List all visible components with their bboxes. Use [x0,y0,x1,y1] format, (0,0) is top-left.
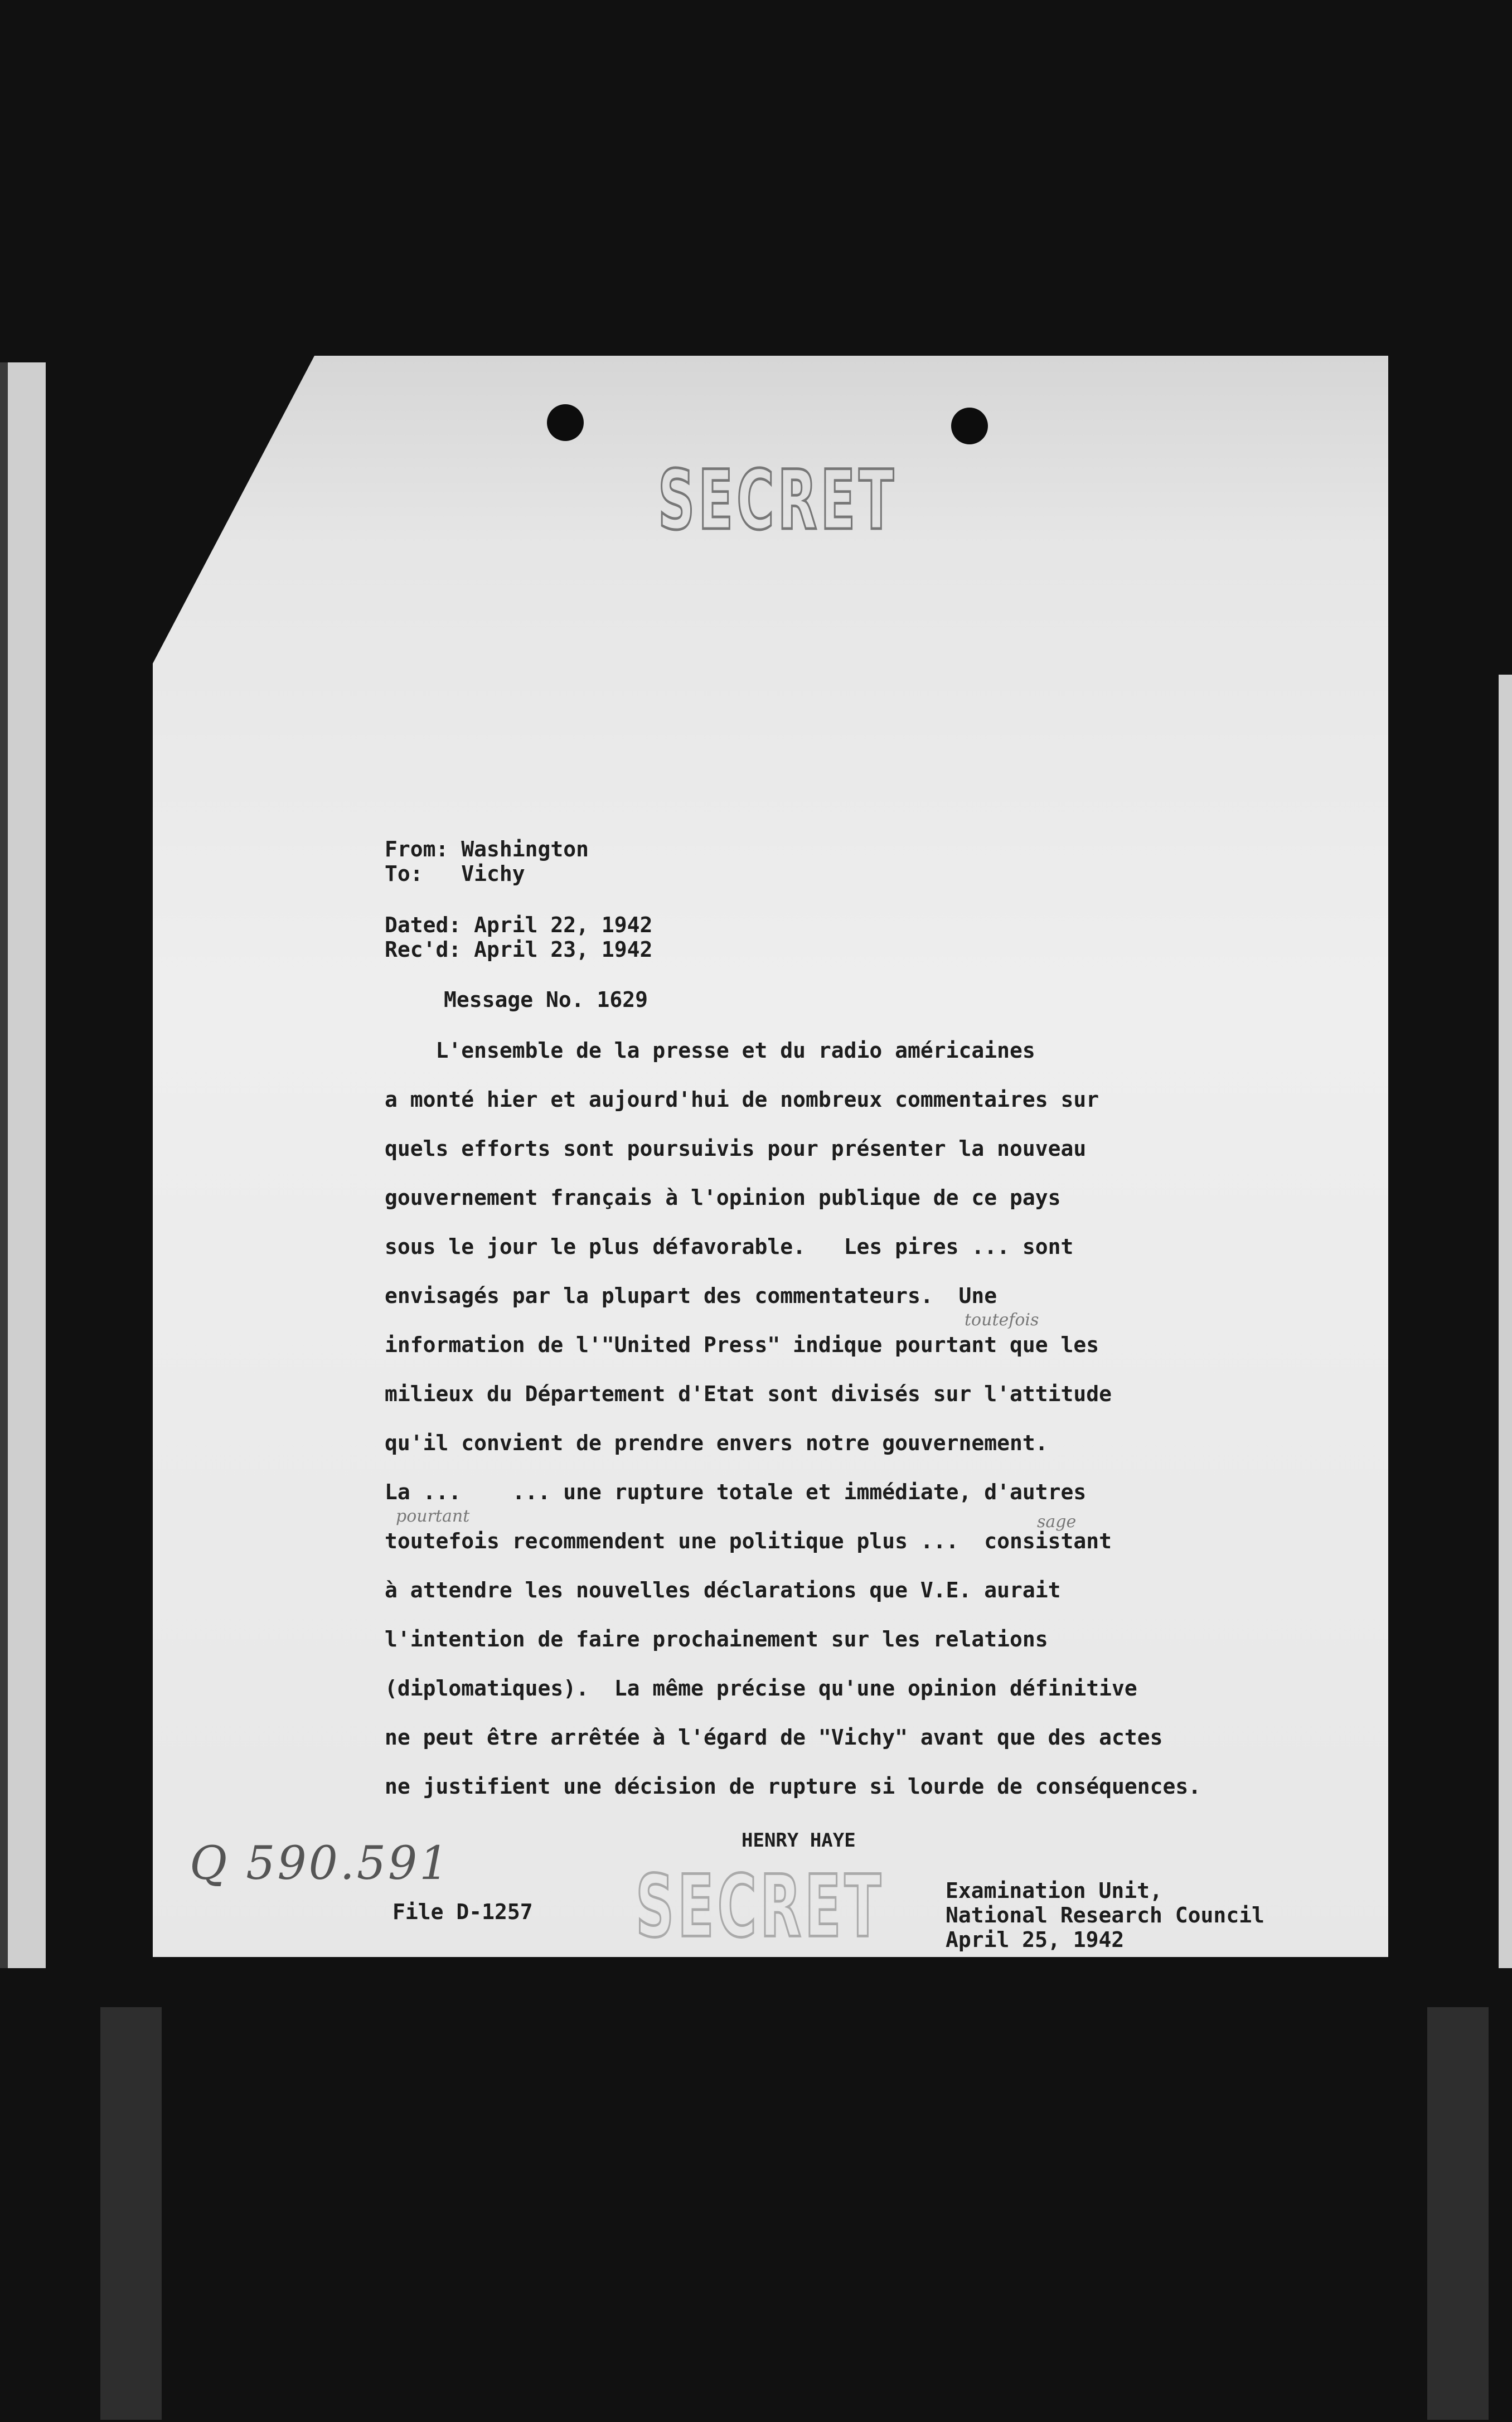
right-film-edge [1499,675,1512,1968]
footer-org-line-3: April 25, 1942 [946,1927,1125,1952]
secret-stamp-bottom: SECRET [636,1857,885,1957]
annotation-pourtant: pourtant [396,1507,470,1526]
annotation-sage: sage [1037,1512,1077,1532]
body-line-12: à attendre les nouvelles déclarations que V.E. aurait [385,1578,1061,1602]
body-line-4: gouvernement français à l'opinion publique de ce pays [385,1185,1061,1210]
secret-stamp-top: SECRET [658,453,898,549]
body-line-11: toutefois recommendent une politique plus ... consistant [385,1529,1112,1553]
from-line: From: Washington [385,837,589,861]
body-line-10: La ... ... une rupture totale et immédiate, d'autres [385,1480,1087,1504]
to-line: To: Vichy [385,861,525,886]
film-perforation-right [1427,2007,1489,2420]
body-line-1: L'ensemble de la presse et du radio américaines [385,1038,1035,1063]
body-line-7: information de l'"United Press" indique pourtant que les [385,1333,1099,1357]
body-line-3: quels efforts sont poursuivis pour présenter la nouveau [385,1136,1087,1161]
received-line: Rec'd: April 23, 1942 [385,937,653,962]
footer-org-line-2: National Research Council [946,1903,1264,1927]
left-film-edge-shadow [0,362,8,1968]
file-number: File D-1257 [392,1900,533,1924]
body-line-8: milieux du Département d'Etat sont divisés sur l'attitude [385,1382,1112,1406]
body-line-2: a monté hier et aujourd'hui de nombreux commentaires sur [385,1087,1099,1112]
body-line-13: l'intention de faire prochainement sur les relations [385,1627,1048,1651]
message-number: Message No. 1629 [444,987,648,1012]
body-line-6: envisagés par la plupart des commentateurs. Une [385,1283,997,1308]
dated-line: Dated: April 22, 1942 [385,913,653,937]
film-perforation-left [100,2007,162,2420]
footer-org-line-1: Examination Unit, [946,1878,1162,1903]
handwritten-reference: Q 590.591 [190,1837,451,1890]
body-line-15: ne peut être arrêtée à l'égard de "Vichy" avant que des actes [385,1725,1163,1750]
annotation-toutefois: toutefois [965,1310,1039,1330]
punch-hole-left [547,404,584,441]
punch-hole-right [951,408,988,444]
body-line-9: qu'il convient de prendre envers notre gouvernement. [385,1431,1048,1455]
body-line-14: (diplomatiques). La même précise qu'une opinion définitive [385,1676,1137,1701]
body-line-16: ne justifient une décision de rupture si lourde de conséquences. [385,1774,1201,1799]
signature: HENRY HAYE [742,1829,856,1852]
body-line-5: sous le jour le plus défavorable. Les pires ... sont [385,1234,1074,1259]
